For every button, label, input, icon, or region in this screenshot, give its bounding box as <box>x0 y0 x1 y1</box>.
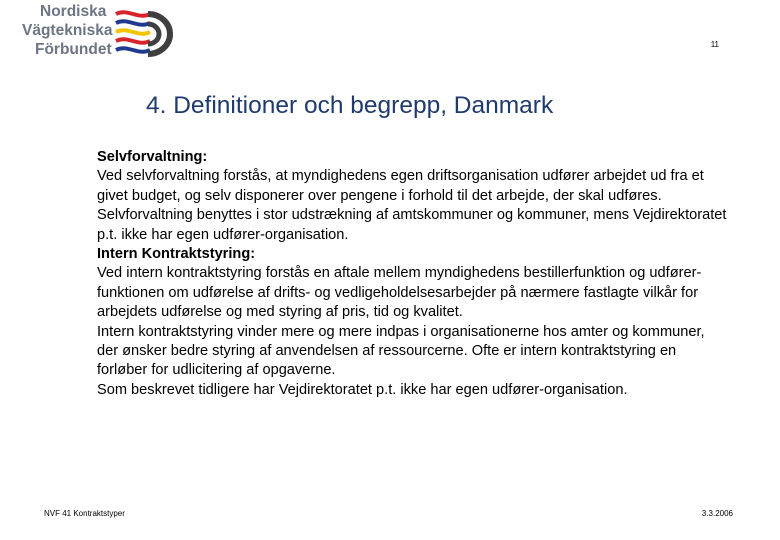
page-number: 11 <box>710 40 719 49</box>
paragraph: Ved intern kontraktstyring forstås en aftale mellem myndighedens bestillerfunktion og udfører-funktionen om udførelse af drifts- og vedligeholdelsesarbejder på nærmere fastlagte vilkår for arbejdets udførelse og med styring af pris, tid og kvalitet. <box>97 265 702 321</box>
logo-wordmark <box>18 2 112 59</box>
logo-line-3: Förbundet <box>35 41 112 58</box>
heading-selvforvaltning: Selvforvaltning: <box>97 149 208 165</box>
paragraph: Selvforvaltning benyttes i stor udstrækning af amtskommuner og kommuner, mens Vejdirektoratet p.t. ikke har egen udfører-organisation. <box>97 207 727 243</box>
logo-line-2: Vägtekniska <box>22 22 113 39</box>
logo-swoosh-icon <box>114 6 174 66</box>
footer-document-name: NVF 41 Kontraktstyper <box>44 509 125 518</box>
body-text <box>97 148 727 400</box>
paragraph: Intern kontraktstyring vinder mere og mere indpas i organisationerne hos amter og kommuner, der ønsker bedre styring af anvendelsen af ressourcerne. Ofte er intern kontraktstyring en forløber for udlicitering af opgaverne. <box>97 323 705 379</box>
footer-date: 3.3.2006 <box>701 509 733 518</box>
logo-line-1: Nordiska <box>40 3 107 20</box>
paragraph: Ved selvforvaltning forstås, at myndighedens egen driftsorganisation udfører arbejdet ud fra et givet budget, og selv disponerer over pengene i forhold til det arbejde, der skal udføres. <box>97 168 704 204</box>
nvf-logo <box>18 2 168 68</box>
paragraph: Som beskrevet tidligere har Vejdirektoratet p.t. ikke har egen udfører-organisation. <box>97 381 628 398</box>
heading-intern-kontraktstyring: Intern Kontraktstyring: <box>97 246 256 263</box>
slide-title: 4. Definitioner och begrepp, Danmark <box>146 92 554 119</box>
